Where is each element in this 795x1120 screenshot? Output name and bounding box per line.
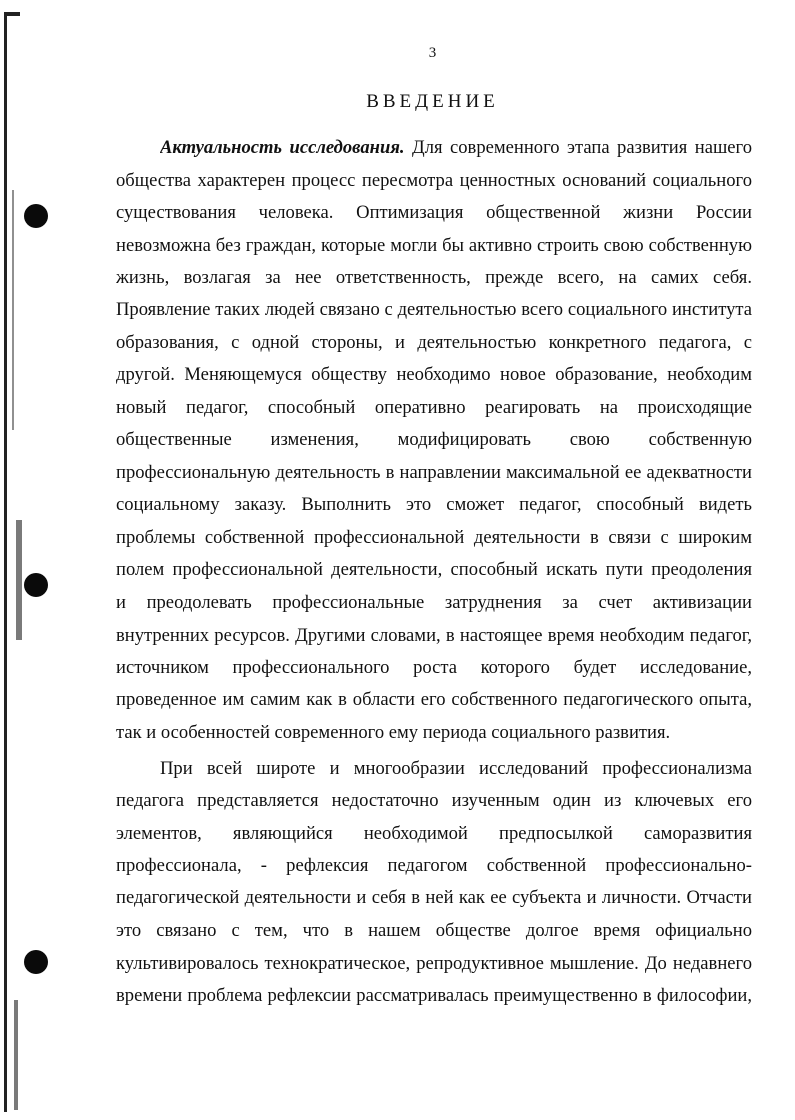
punch-hole [24, 950, 48, 974]
text-line: профессиональную деятельность в направлении максимальной ее адекватности [116, 462, 752, 483]
page-title: ВВЕДЕНИЕ [366, 91, 499, 112]
scan-noise [16, 520, 22, 640]
text-line: жизнь, возлагая за нее ответственность, прежде всего, на самих себя. [116, 267, 752, 288]
text-line: невозможна без граждан, которые могли бы активно строить свою собственную [116, 235, 752, 256]
text-line: образования, с одной стороны, и деятельностью конкретного педагога, с [116, 332, 752, 353]
text-line: времени проблема рефлексии рассматривалась преимущественно в философии, [116, 985, 752, 1006]
text-line: педагогической деятельности и себя в ней как ее субъекта и личности. Отчасти [116, 887, 752, 908]
scan-edge-line [4, 12, 7, 1112]
text-line: проведенное им самим как в области его собственного педагогического опыта, [116, 689, 752, 710]
text-line: другой. Меняющемуся обществу необходимо новое образование, необходим [116, 364, 752, 385]
text-line: общественные изменения, модифицировать свою собственную [116, 429, 752, 450]
text-line: и преодолевать профессиональные затруднения за счет активизации [116, 592, 752, 613]
scan-margin [0, 0, 30, 1120]
text-line: При всей широте и многообразии исследований профессионализма [160, 758, 752, 779]
text-line: источником профессионального роста которого будет исследование, [116, 657, 752, 678]
text-line: педагога представляется недостаточно изученным один из ключевых его [116, 790, 752, 811]
text-line: полем профессиональной деятельности, способный искать пути преодоления [116, 559, 752, 580]
text-line: Проявление таких людей связано с деятельностью всего социального института [116, 299, 752, 320]
text-line: внутренних ресурсов. Другими словами, в настоящее время необходим педагог, [116, 625, 752, 646]
text-line: социальному заказу. Выполнить это сможет педагог, способный видеть [116, 494, 752, 515]
text-line: новый педагог, способный оперативно реагировать на происходящие [116, 397, 752, 418]
text-line: общества характерен процесс пересмотра ценностных оснований социального [116, 170, 752, 191]
text-line: элементов, являющийся необходимой предпосылкой саморазвития [116, 823, 752, 844]
text-line: существования человека. Оптимизация общественной жизни России [116, 202, 752, 223]
text-line: профессионала, - рефлексия педагогом собственной профессионально- [116, 855, 752, 876]
text-line: это связано с тем, что в нашем обществе долгое время официально [116, 920, 752, 941]
punch-hole [24, 573, 48, 597]
text-line: проблемы собственной профессиональной деятельности в связи с широким [116, 527, 752, 548]
paragraph-lead: Актуальность исследования. [160, 137, 405, 158]
page-number: 3 [428, 45, 437, 61]
scan-noise [12, 190, 14, 430]
punch-hole [24, 204, 48, 228]
scan-edge-corner [4, 12, 20, 16]
text-line: культивировалось технократическое, репродуктивное мышление. До недавнего [116, 953, 752, 974]
text-line: Актуальность исследования. Для современного этапа развития нашего [160, 137, 752, 158]
text-line: так и особенностей современного ему периода социального развития. [116, 722, 671, 743]
scan-noise [14, 1000, 18, 1110]
